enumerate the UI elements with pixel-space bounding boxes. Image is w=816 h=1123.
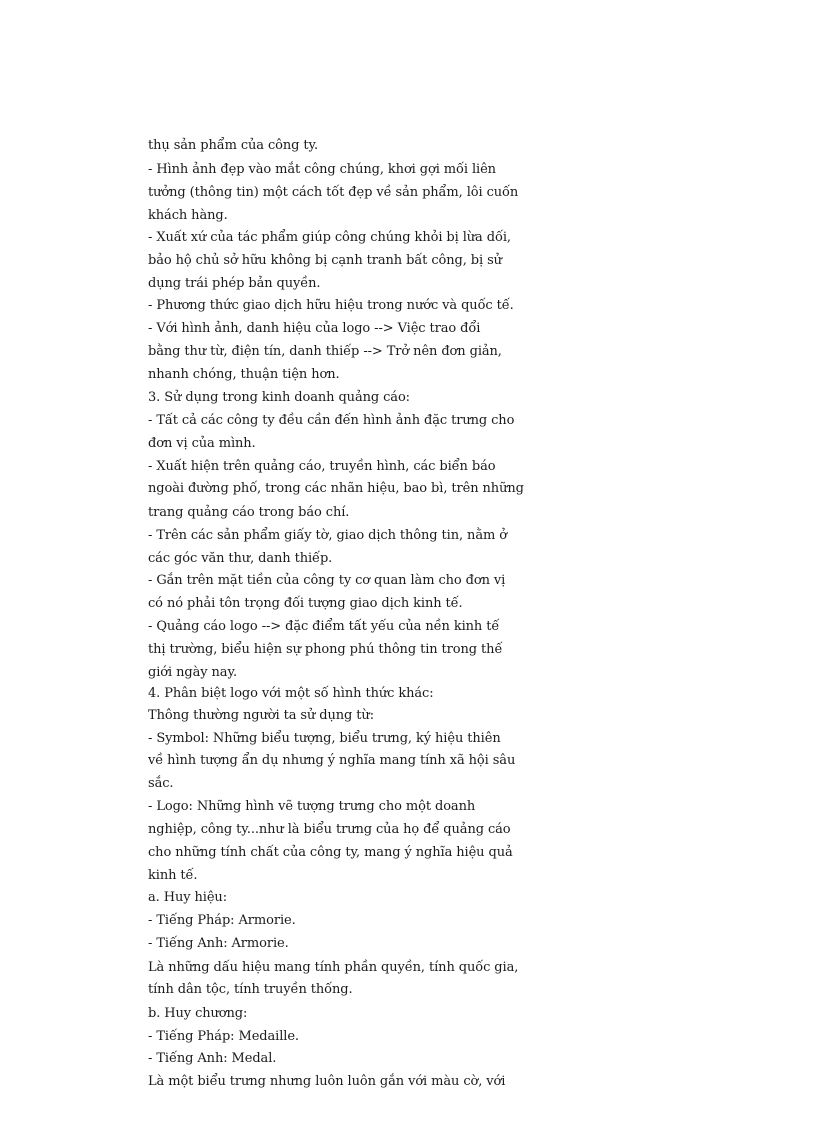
text-line: b. Huy chương: bbox=[148, 1006, 248, 1021]
text-line: giới ngày nay. bbox=[148, 665, 237, 680]
text-line: kinh tế. bbox=[148, 868, 198, 883]
text-line: bằng thư từ, điện tín, danh thiếp --> Trở nên đơn giản, bbox=[148, 344, 502, 359]
text-line: a. Huy hiệu: bbox=[148, 890, 227, 905]
text-line: Là những dấu hiệu mang tính phần quyền, tính quốc gia, bbox=[148, 960, 519, 975]
text-line: có nó phải tôn trọng đối tượng giao dịch kinh tế. bbox=[148, 596, 463, 611]
text-line: Là một biểu trưng nhưng luôn luôn gắn với màu cờ, với bbox=[148, 1074, 506, 1089]
text-line: - Với hình ảnh, danh hiệu của logo --> Việc trao đổi bbox=[148, 321, 481, 336]
text-line: các góc văn thư, danh thiếp. bbox=[148, 551, 333, 566]
text-line: khách hàng. bbox=[148, 208, 228, 223]
text-line: đơn vị của mình. bbox=[148, 436, 256, 451]
text-line: tưởng (thông tin) một cách tốt đẹp về sản phẩm, lôi cuốn bbox=[148, 185, 519, 200]
text-line: 3. Sử dụng trong kinh doanh quảng cáo: bbox=[148, 390, 410, 405]
text-line: - Hình ảnh đẹp vào mắt công chúng, khơi gợi mối liên bbox=[148, 162, 496, 177]
text-line: - Xuất hiện trên quảng cáo, truyền hình, các biển báo bbox=[148, 459, 496, 474]
text-line: - Tiếng Pháp: Medaille. bbox=[148, 1029, 299, 1044]
text-line: - Tất cả các công ty đều cần đến hình ảnh đặc trưng cho bbox=[148, 413, 515, 428]
text-line: dụng trái phép bản quyền. bbox=[148, 276, 321, 291]
text-line: Thông thường người ta sử dụng từ: bbox=[148, 708, 374, 723]
text-line: - Gắn trên mặt tiền của công ty cơ quan làm cho đơn vị bbox=[148, 573, 506, 588]
text-line: - Symbol: Những biểu tượng, biểu trưng, ký hiệu thiên bbox=[148, 731, 501, 746]
text-line: ngoài đường phố, trong các nhãn hiệu, bao bì, trên những bbox=[148, 481, 524, 496]
text-line: tính dân tộc, tính truyền thống. bbox=[148, 982, 353, 997]
text-line: - Trên các sản phẩm giấy tờ, giao dịch thông tin, nằm ở bbox=[148, 528, 507, 543]
text-line: bảo hộ chủ sở hữu không bị cạnh tranh bất công, bị sử bbox=[148, 253, 502, 268]
text-line: - Tiếng Anh: Medal. bbox=[148, 1051, 277, 1066]
text-line: sắc. bbox=[148, 776, 174, 791]
text-line: - Xuất xứ của tác phẩm giúp công chúng khỏi bị lừa dối, bbox=[148, 230, 511, 245]
text-line: - Tiếng Pháp: Armorie. bbox=[148, 913, 296, 928]
text-line: - Quảng cáo logo --> đặc điểm tất yếu của nền kinh tế bbox=[148, 619, 500, 634]
text-line: cho những tính chất của công ty, mang ý nghĩa hiệu quả bbox=[148, 845, 513, 860]
text-line: thụ sản phẩm của công ty. bbox=[148, 138, 319, 153]
text-line: trang quảng cáo trong báo chí. bbox=[148, 505, 350, 520]
text-line: - Tiếng Anh: Armorie. bbox=[148, 936, 289, 951]
text-line: - Logo: Những hình vẽ tượng trưng cho một doanh bbox=[148, 799, 476, 814]
text-line: về hình tượng ẩn dụ nhưng ý nghĩa mang tính xã hội sâu bbox=[148, 753, 516, 768]
text-line: nghiệp, công ty...như là biểu trưng của họ để quảng cáo bbox=[148, 822, 511, 837]
text-line: 4. Phân biệt logo với một số hình thức khác: bbox=[148, 686, 434, 701]
text-line: - Phương thức giao dịch hữu hiệu trong nước và quốc tế. bbox=[148, 298, 514, 313]
text-line: thị trường, biểu hiện sự phong phú thông tin trong thế bbox=[148, 642, 503, 657]
text-line: nhanh chóng, thuận tiện hơn. bbox=[148, 367, 340, 382]
